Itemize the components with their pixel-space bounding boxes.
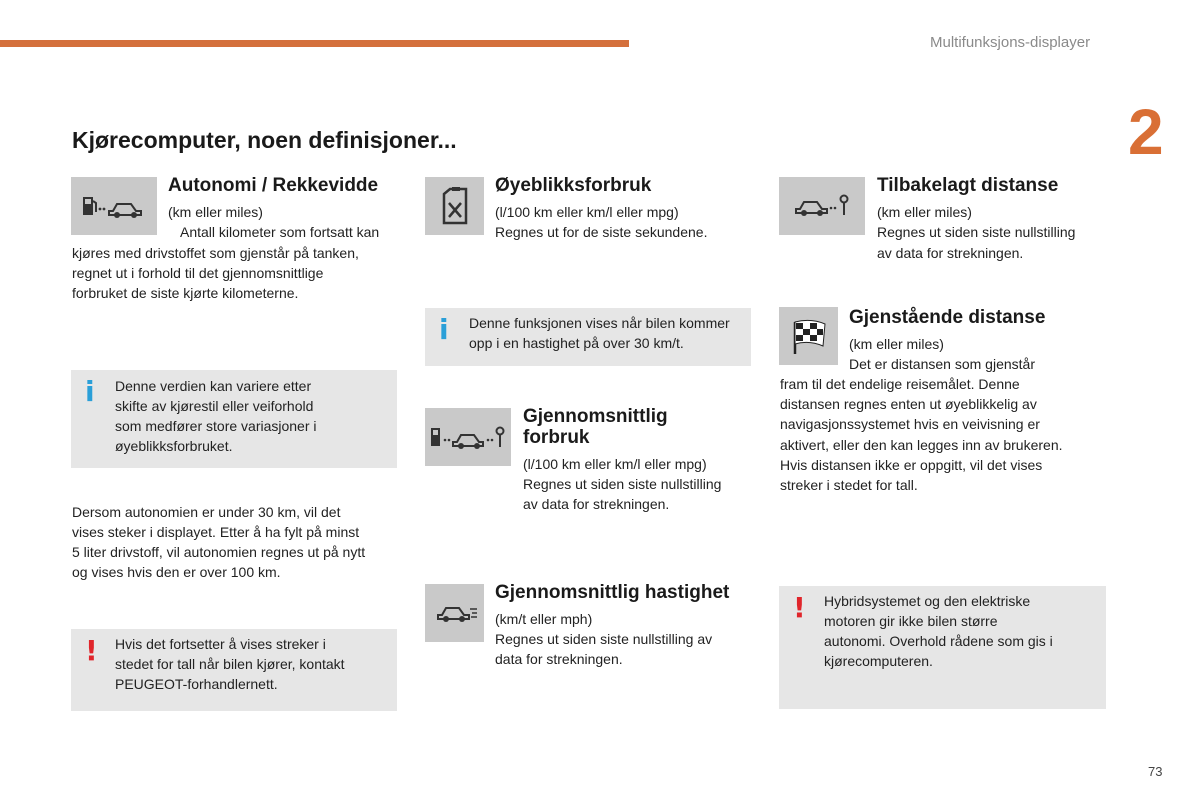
info-icon: i [439, 313, 449, 346]
warning-icon: ! [85, 634, 98, 667]
info-icon: i [85, 375, 95, 408]
average-consumption-icon [425, 408, 511, 466]
header-accent-bar [0, 40, 629, 47]
note-line: motoren gir ikke bilen større [824, 613, 998, 629]
gjenstaende-unit: (km eller miles) [849, 336, 944, 352]
hastighet-unit: (km/t eller mph) [495, 611, 593, 627]
info-note-speed [425, 308, 751, 366]
tilbakelagt-unit: (km eller miles) [877, 204, 972, 220]
autonomi-extra-line: vises steker i displayet. Etter å ha fylt på minst [72, 524, 360, 540]
page-title: Kjørecomputer, noen definisjoner... [72, 127, 457, 153]
fuel-can-icon [425, 177, 484, 235]
warning-note-dealer [71, 629, 397, 711]
warning-note-hybrid [779, 586, 1106, 709]
autonomi-extra-line: 5 liter drivstoff, vil autonomien regnes ut på nytt [72, 544, 366, 560]
car-speed-icon [425, 584, 484, 642]
autonomi-text-line: regnet ut i forhold til det gjennomsnittlige [72, 265, 324, 281]
note-line: autonomi. Overhold rådene som gis i [824, 633, 1053, 649]
info-note-variation [71, 370, 397, 468]
gjenstaende-text: streker i stedet for tall. [780, 477, 918, 493]
hastighet-text: Regnes ut siden siste nullstilling av [495, 631, 713, 647]
note-line: Denne verdien kan variere etter [115, 378, 312, 394]
warning-icon: ! [793, 591, 806, 624]
hastighet-text: data for strekningen. [495, 651, 623, 667]
tilbakelagt-title: Tilbakelagt distanse [877, 175, 1059, 196]
page-number: 73 [1148, 764, 1163, 779]
gjenstaende-text: aktivert, eller den kan legges inn av brukeren. [780, 437, 1063, 453]
autonomi-extra-line: Dersom autonomien er under 30 km, vil det [72, 504, 341, 520]
gjenstaende-text: Hvis distansen ikke er oppgitt, vil det vises [780, 457, 1043, 473]
section-header: Multifunksjons-displayer [930, 34, 1091, 51]
autonomi-text-line: Antall kilometer som fortsatt kan [180, 224, 380, 240]
gjenstaende-text: Det er distansen som gjenstår [849, 356, 1035, 372]
note-line: som medfører store variasjoner i [115, 418, 317, 434]
fuel-range-car-icon [71, 177, 157, 235]
gjennomsnitt-forbruk-title: forbruk [523, 427, 590, 448]
gjenstaende-text: fram til det endelige reisemålet. Denne [780, 376, 1020, 392]
tilbakelagt-text: Regnes ut siden siste nullstilling [877, 224, 1076, 240]
gjennomsnitt-forbruk-text: Regnes ut siden siste nullstilling [523, 476, 722, 492]
autonomi-unit: (km eller miles) [168, 204, 263, 220]
gjenstaende-text: distansen regnes enten ut øyeblikkelig av [780, 396, 1037, 412]
note-line: skifte av kjørestil eller veiforhold [115, 398, 314, 414]
gjenstaende-text: navigasjonssystemet hvis en veivisning er [780, 416, 1040, 432]
gjenstaende-title: Gjenstående distanse [849, 307, 1046, 328]
note-line: øyeblikksforbruket. [115, 438, 233, 454]
gjennomsnitt-forbruk-unit: (l/100 km eller km/l eller mpg) [523, 456, 707, 472]
autonomi-extra-line: og vises hvis den er over 100 km. [72, 564, 281, 580]
autonomi-title: Autonomi / Rekkevidde [168, 175, 379, 196]
oyeblikk-title: Øyeblikksforbruk [495, 175, 652, 196]
gjennomsnitt-forbruk-title: Gjennomsnittlig [523, 406, 668, 427]
oyeblikk-unit: (l/100 km eller km/l eller mpg) [495, 204, 679, 220]
note-line: opp i en hastighet på over 30 km/t. [469, 335, 684, 351]
autonomi-text-line: kjøres med drivstoffet som gjenstår på tanken, [72, 245, 359, 261]
tilbakelagt-text: av data for strekningen. [877, 245, 1024, 261]
note-line: PEUGEOT-forhandlernett. [115, 676, 278, 692]
gjennomsnitt-forbruk-text: av data for strekningen. [523, 496, 670, 512]
note-line: Hvis det fortsetter å vises streker i [115, 636, 326, 652]
note-line: Denne funksjonen vises når bilen kommer [469, 315, 730, 331]
car-distance-icon [779, 177, 865, 235]
chapter-number: 2 [1128, 96, 1164, 168]
note-line: stedet for tall når bilen kjører, kontakt [115, 656, 345, 672]
hastighet-title: Gjennomsnittlig hastighet [495, 582, 730, 603]
checkered-flag-icon [779, 307, 838, 365]
oyeblikk-text: Regnes ut for de siste sekundene. [495, 224, 708, 240]
note-line: Hybridsystemet og den elektriske [824, 593, 1031, 609]
note-line: kjørecomputeren. [824, 653, 933, 669]
autonomi-text-line: forbruket de siste kjørte kilometerne. [72, 285, 299, 301]
